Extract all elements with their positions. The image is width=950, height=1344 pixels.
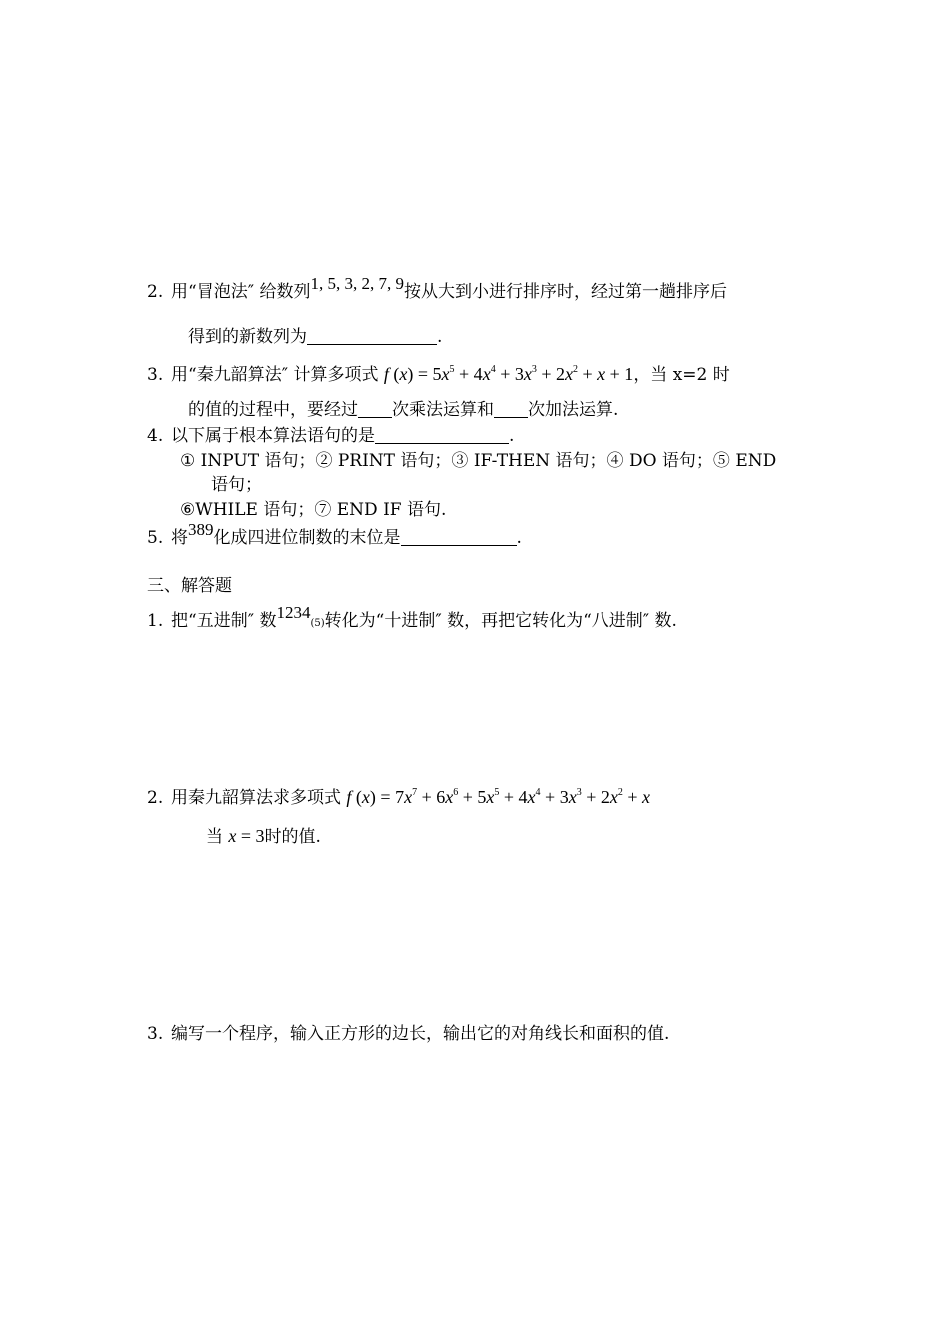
question-4 [147, 424, 514, 448]
polynomial-formula: f $(x) = 5x^5 + 4x^4 + 3x^3 + 2x^2 + x + 1$ [383, 364, 634, 384]
question-number: 4. [147, 426, 164, 446]
solve-question-3 [147, 1022, 669, 1046]
question-4-options-1b: 语句； [211, 475, 262, 495]
question-text: 次加法运算. [528, 400, 619, 420]
period: . [509, 426, 515, 446]
question-text-cont: 转化为“十进制″ 数，再把它转化为“八进制″ 数. [324, 611, 677, 631]
question-number: 3. [147, 1024, 164, 1044]
question-text-cont: 时的值. [264, 827, 321, 847]
question-number: 5. [147, 528, 164, 548]
question-2 [147, 274, 727, 304]
question-5 [147, 520, 522, 550]
question-text: 用“冒泡法″ 给数列 [171, 282, 311, 302]
question-number: 2. [147, 788, 164, 808]
question-text: 将 [171, 528, 188, 548]
question-text: 得到的新数列为 [188, 327, 307, 347]
answer-blank-mult[interactable] [358, 399, 392, 418]
question-text: 次乘法运算和 [392, 400, 494, 420]
question-3 [147, 358, 730, 387]
answer-blank-add[interactable] [494, 399, 528, 418]
question-number: 3. [147, 365, 164, 385]
number-value: 389 [188, 520, 214, 539]
period: . [437, 327, 443, 347]
question-4-options-2: ⑥WHILE 语句；⑦ END IF 语句. [180, 500, 447, 520]
question-text-cont: 按从大到小进行排序时，经过第一趟排序后 [403, 282, 727, 302]
question-text: 用“秦九韶算法″ 计算多项式 [171, 365, 379, 385]
sequence: 1, 5, 3, 2, 7, 9 [310, 274, 404, 293]
solve-question-2-line2 [206, 824, 321, 849]
solve-question-1 [147, 603, 677, 636]
question-text: 的值的过程中，要经过 [188, 400, 358, 420]
period: . [516, 528, 522, 548]
solve-question-2 [147, 781, 650, 810]
question-text: 把“五进制″ 数 [171, 611, 277, 631]
number-value: 1234 [276, 603, 311, 622]
number-base: (5) [310, 618, 325, 629]
section-title: 三、解答题 [147, 576, 232, 596]
answer-blank[interactable] [375, 425, 509, 444]
question-text: 当 [206, 827, 223, 847]
question-text-cont: ，当 x=2 时 [633, 365, 730, 385]
answer-blank[interactable] [307, 326, 437, 345]
question-4-options-1: ① INPUT 语句；② PRINT 语句；③ IF-THEN 语句；④ DO 语句；⑤ END [180, 451, 777, 471]
question-number: 1. [147, 611, 164, 631]
polynomial-formula: f $(x) = 7x^7 + 6x^6 + 5x^5 + 4x^4 + 3x^3 + 2x^2 + x$ [346, 787, 651, 807]
x-value: x = 3 [228, 826, 265, 846]
question-text: 以下属于根本算法语句的是 [171, 426, 375, 446]
question-2-line2 [188, 325, 442, 349]
question-number: 2. [147, 282, 164, 302]
question-text-cont: 化成四进位制数的末位是 [213, 528, 401, 548]
question-text: 编写一个程序，输入正方形的边长，输出它的对角线长和面积的值. [171, 1024, 670, 1044]
question-text: 用秦九韶算法求多项式 [171, 788, 341, 808]
answer-blank[interactable] [401, 527, 517, 546]
question-3-line2 [188, 398, 618, 422]
